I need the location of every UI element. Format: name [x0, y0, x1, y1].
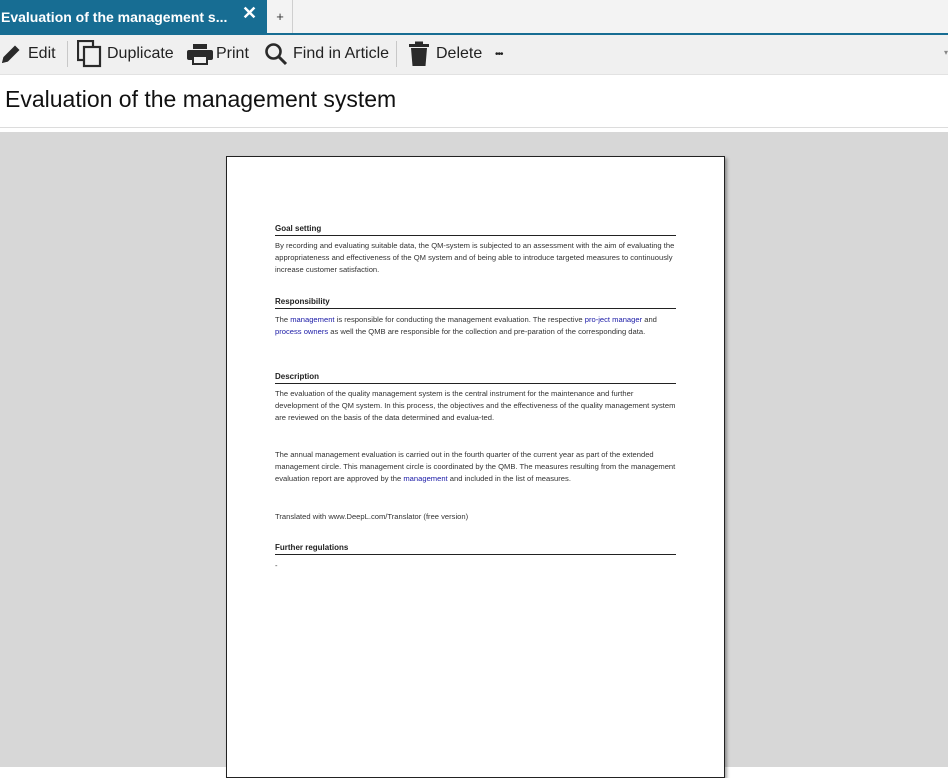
- delete-label: Delete: [436, 45, 483, 62]
- delete-button[interactable]: [407, 35, 482, 73]
- section-heading-responsibility: Responsibility: [275, 297, 676, 309]
- toolbar-divider: [396, 41, 397, 67]
- section-text-description-1: The evaluation of the quality management system is the central instrument for the maintenance and further development of the QM system. In this process, the objectives and the effectiveness of the quality management system are reviewed on the basis of the data determined and evalua-ted.: [275, 389, 676, 423]
- section-text-description-2: [275, 449, 677, 486]
- text-run: The annual management evaluation is carried out in the fourth quarter of the current year as part of the extended management circle. This management circle is coordinated by the QMB. The measures resulting from the management evaluation report are approved by the: [275, 450, 676, 484]
- text-run: and: [642, 315, 657, 324]
- add-tab-button[interactable]: +: [268, 0, 293, 33]
- translation-note: Translated with www.DeepL.com/Translator (free version): [275, 512, 469, 521]
- tab-title: Evaluation of the management s...: [1, 8, 228, 25]
- section-heading-description: Description: [275, 372, 676, 384]
- process-owners-link[interactable]: process owners: [275, 327, 329, 337]
- find-label: Find in Article: [293, 45, 390, 62]
- toolbar-divider: [67, 41, 68, 67]
- document-viewer[interactable]: [0, 132, 948, 767]
- tab-strip: [0, 0, 948, 35]
- tab-evaluation[interactable]: [0, 0, 267, 33]
- printer-icon: [186, 43, 214, 65]
- duplicate-button[interactable]: [77, 35, 174, 73]
- text-run: as well the QMB are responsible for the collection and pre-paration of the corresponding data.: [328, 327, 646, 337]
- chevron-down-icon[interactable]: ▾: [943, 48, 948, 57]
- more-options-button[interactable]: [495, 35, 503, 73]
- search-icon: [264, 42, 288, 66]
- management-link[interactable]: management: [403, 474, 448, 484]
- duplicate-icon: [77, 40, 103, 68]
- document-page: [226, 156, 725, 778]
- section-text-responsibility: [275, 314, 677, 338]
- duplicate-label: Duplicate: [107, 45, 174, 62]
- find-in-article-button[interactable]: [264, 35, 389, 73]
- text-run: and included in the list of measures.: [447, 474, 571, 484]
- toolbar: [0, 35, 948, 75]
- print-button[interactable]: [186, 35, 249, 73]
- text-run: The: [275, 315, 291, 324]
- management-link[interactable]: management: [290, 315, 335, 324]
- project-manager-link[interactable]: pro-ject manager: [584, 315, 643, 324]
- close-icon[interactable]: ✕: [242, 3, 258, 23]
- pencil-icon: [0, 43, 22, 65]
- trash-icon: [407, 41, 431, 67]
- page-title: Evaluation of the management system: [5, 86, 397, 112]
- section-text-further: -: [275, 561, 278, 570]
- text-run: is responsible for conducting the management evaluation. The respective: [334, 315, 585, 324]
- section-heading-further: Further regulations: [275, 543, 676, 555]
- edit-label: Edit: [28, 45, 56, 62]
- more-icon: •••: [495, 48, 503, 60]
- print-label: Print: [216, 45, 249, 62]
- edit-button[interactable]: [0, 35, 56, 73]
- section-heading-goal: Goal setting: [275, 224, 676, 236]
- divider: [0, 127, 948, 128]
- section-text-goal: By recording and evaluating suitable data, the QM-system is subjected to an assessment with the aim of evaluating the appropriateness and effectiveness of the QM system and of being able to introduce targeted measures to continuously increase customer satisfaction.: [275, 241, 675, 275]
